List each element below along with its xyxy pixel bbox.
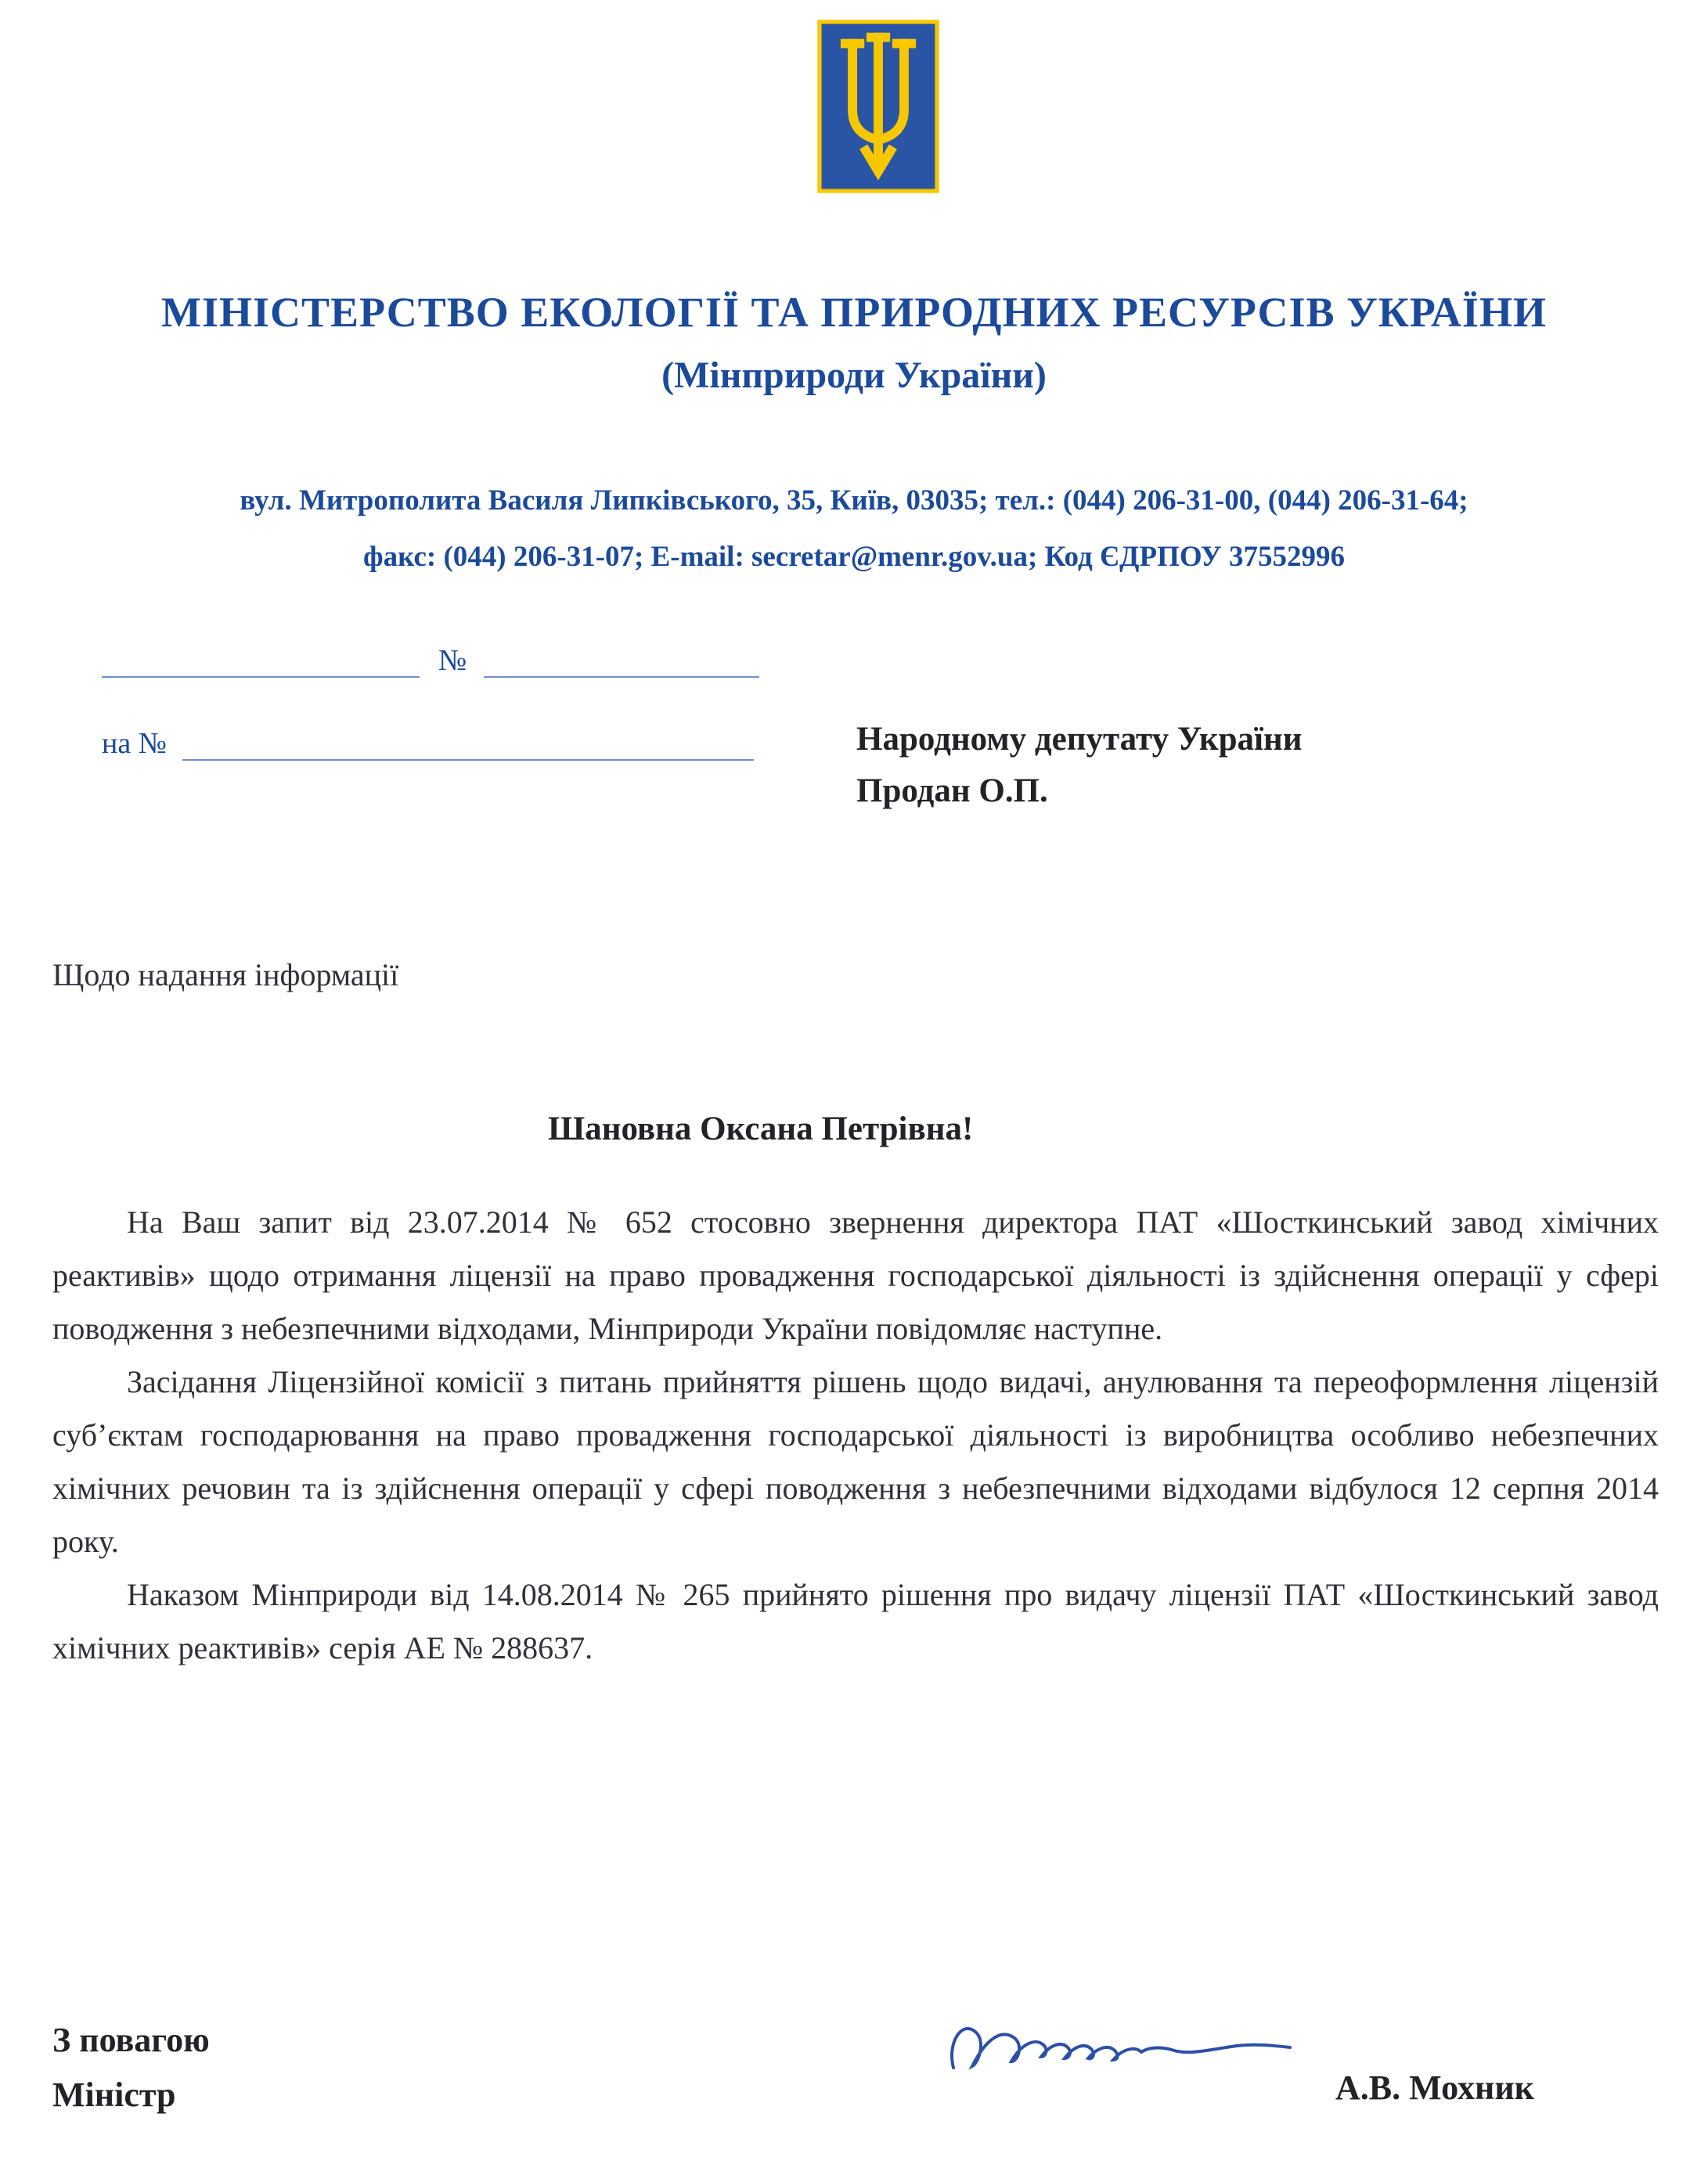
- ministry-name: МІНІСТЕРСТВО ЕКОЛОГІЇ ТА ПРИРОДНИХ РЕСУРСІВ УКРАЇНИ: [161, 289, 1547, 336]
- number-label: №: [438, 644, 467, 677]
- reply-number-label: на №: [102, 727, 167, 760]
- body-paragraph: На Ваш запит від 23.07.2014 № 652 стосовно звернення директора ПАТ «Шосткинський завод хімічних реактивів» щодо отримання ліцензії на право провадження господарської діяльності із здійснення операції у сфері поводження з небезпечними відходами, Мінприроди України повідомляє наступне.: [52, 1204, 1659, 1346]
- signatory-name: А.В. Мохник: [1335, 2069, 1535, 2107]
- ministry-short-name: (Мінприроди України): [661, 355, 1047, 396]
- recipient-line-2: Продан О.П.: [856, 772, 1048, 809]
- salutation: Шановна Оксана Петрівна!: [548, 1111, 974, 1147]
- address-line-1: вул. Митрополита Василя Липківського, 35, Київ, 03035; тел.: (044) 206-31-00, (044) 206-31-64;: [240, 484, 1468, 517]
- closing-regards: З повагою: [52, 2021, 210, 2059]
- recipient-line-1: Народному депутату України: [856, 721, 1303, 758]
- closing-title: Міністр: [52, 2076, 176, 2114]
- recipient-block: [856, 714, 1303, 817]
- blank-line: [102, 643, 420, 678]
- body-paragraph: Наказом Мінприроди від 14.08.2014 № 265 прийнято рішення про видачу ліцензії ПАТ «Шосткинський завод хімічних реактивів» серія АЕ № 288637.: [52, 1577, 1659, 1665]
- handwritten-signature: [939, 2000, 1299, 2087]
- letter-body: [52, 1196, 1659, 1675]
- blank-line: [182, 726, 754, 761]
- reference-number-row: [0, 643, 1708, 678]
- reply-reference-row: [0, 726, 1708, 761]
- closing-block: [52, 2013, 210, 2123]
- body-paragraph: Засідання Ліцензійної комісії з питань прийняття рішень щодо видачі, анулювання та переоформлення ліцензій суб’єктам господарювання на право провадження господарської діяльності із виробництва особливо небезпечних хімічних речовин та із здійснення операції у сфері поводження з небезпечними відходами відбулося 12 серпня 2014 року.: [52, 1364, 1659, 1559]
- subject-line: Щодо надання інформації: [52, 957, 399, 992]
- ukraine-trident-emblem: [816, 19, 941, 194]
- address-line-2: факс: (044) 206-31-07; E-mail: secretar@menr.gov.ua; Код ЄДРПОУ 37552996: [362, 541, 1345, 573]
- blank-line: [484, 643, 759, 678]
